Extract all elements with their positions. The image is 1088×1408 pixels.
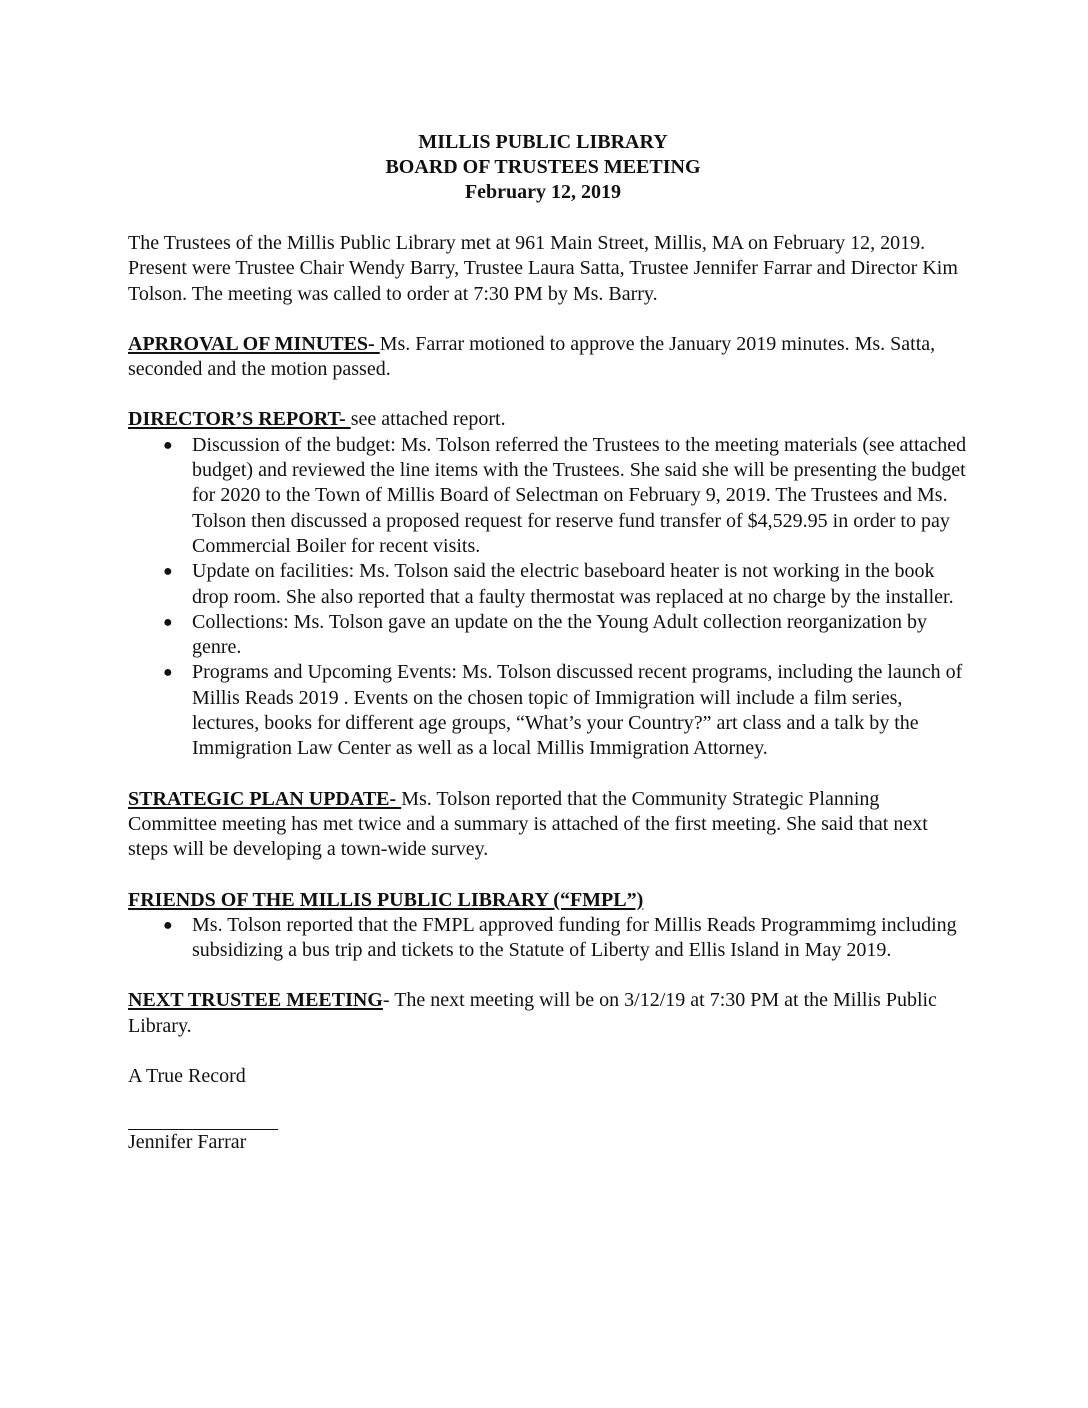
list-item — [128, 433, 968, 559]
meeting-date: February 12, 2019 — [464, 181, 622, 203]
strategic-text: Ms. Tolson reported that the Community Strategic Planning Committee meeting has met twice and a summary is attached of the first meeting. She said that next steps will be developing a town-wide survey. — [128, 787, 928, 861]
meeting-title: BOARD OF TRUSTEES MEETING — [385, 156, 701, 178]
bullet-icon: ● — [163, 664, 173, 682]
next-meeting-heading: NEXT TRUSTEE MEETING — [128, 989, 383, 1012]
closing-text: A True Record — [128, 1065, 246, 1088]
next-meeting-text: - The next meeting will be on 3/12/19 at 7:30 PM at the Millis Public Library. — [128, 989, 937, 1037]
bullet-icon: ● — [163, 436, 173, 454]
approval-section — [128, 332, 968, 383]
strategic-section — [128, 787, 968, 863]
list-item — [128, 913, 968, 964]
list-item — [128, 660, 968, 761]
friends-heading: FRIENDS OF THE MILLIS PUBLIC LIBRARY (“FMPL”) — [128, 888, 644, 911]
director-text: see attached report. — [350, 408, 506, 431]
intro-paragraph: The Trustees of the Millis Public Library met at 961 Main Street, Millis, MA on February 12, 2019. Present were Trustee Chair Wendy Barry, Trustee Laura Satta, Trustee Jennifer Farrar and Director Kim Tolson. The meeting was called to order at 7:30 PM by Ms. Barry. — [128, 232, 958, 305]
director-bullet-list — [128, 433, 968, 762]
document-header — [128, 130, 958, 205]
approval-heading: APRROVAL OF MINUTES- — [128, 332, 380, 355]
bullet-text: Discussion of the budget: Ms. Tolson referred the Trustees to the meeting materials (see attached budget) and reviewed the line items with the Trustees. She said she will be presenting the budget for 2020 to the Town of Millis Board of Selectman on February 9, 2019. The Trustees and Ms. Tolson then discussed a proposed request for reserve fund transfer of $4,529.95 in order to pay Commercial Boiler for recent visits. — [192, 433, 967, 557]
next-meeting-section — [128, 988, 968, 1039]
bullet-icon: ● — [163, 563, 173, 581]
bullet-text: Collections: Ms. Tolson gave an update on the the Young Adult collection reorganization by genre. — [192, 610, 927, 659]
strategic-heading: STRATEGIC PLAN UPDATE- — [128, 787, 402, 810]
approval-text: Ms. Farrar motioned to approve the January 2019 minutes. Ms. Satta, seconded and the motion passed. — [128, 332, 936, 381]
bullet-text: Ms. Tolson reported that the FMPL approved funding for Millis Reads Programmimg including subsidizing a bus trip and tickets to the Statute of Liberty and Ellis Island in May 2019. — [192, 913, 957, 962]
list-item — [128, 610, 968, 661]
signature-name: Jennifer Farrar — [128, 1131, 247, 1154]
bullet-icon: ● — [163, 916, 173, 934]
bullet-text: Update on facilities: Ms. Tolson said the electric baseboard heater is not working in the book drop room. She also reported that a faulty thermostat was replaced at no charge by the installer. — [192, 560, 954, 608]
signature-line — [128, 1109, 278, 1130]
library-name: MILLIS PUBLIC LIBRARY — [418, 131, 668, 153]
friends-bullet-list — [128, 913, 968, 964]
director-heading: DIRECTOR’S REPORT- — [128, 408, 351, 431]
bullet-icon: ● — [163, 613, 173, 631]
list-item — [128, 559, 968, 610]
bullet-text: Programs and Upcoming Events: Ms. Tolson discussed recent programs, including the launch of Millis Reads 2019 . Events on the chosen topic of Immigration will include a film series, lectures, books for different age groups, “What’s your Country?” art class and a talk by the Immigration Law Center as well as a local Millis Immigration Attorney. — [192, 661, 963, 760]
director-section — [128, 407, 968, 432]
friends-section — [128, 888, 968, 913]
document-page — [128, 130, 968, 1156]
